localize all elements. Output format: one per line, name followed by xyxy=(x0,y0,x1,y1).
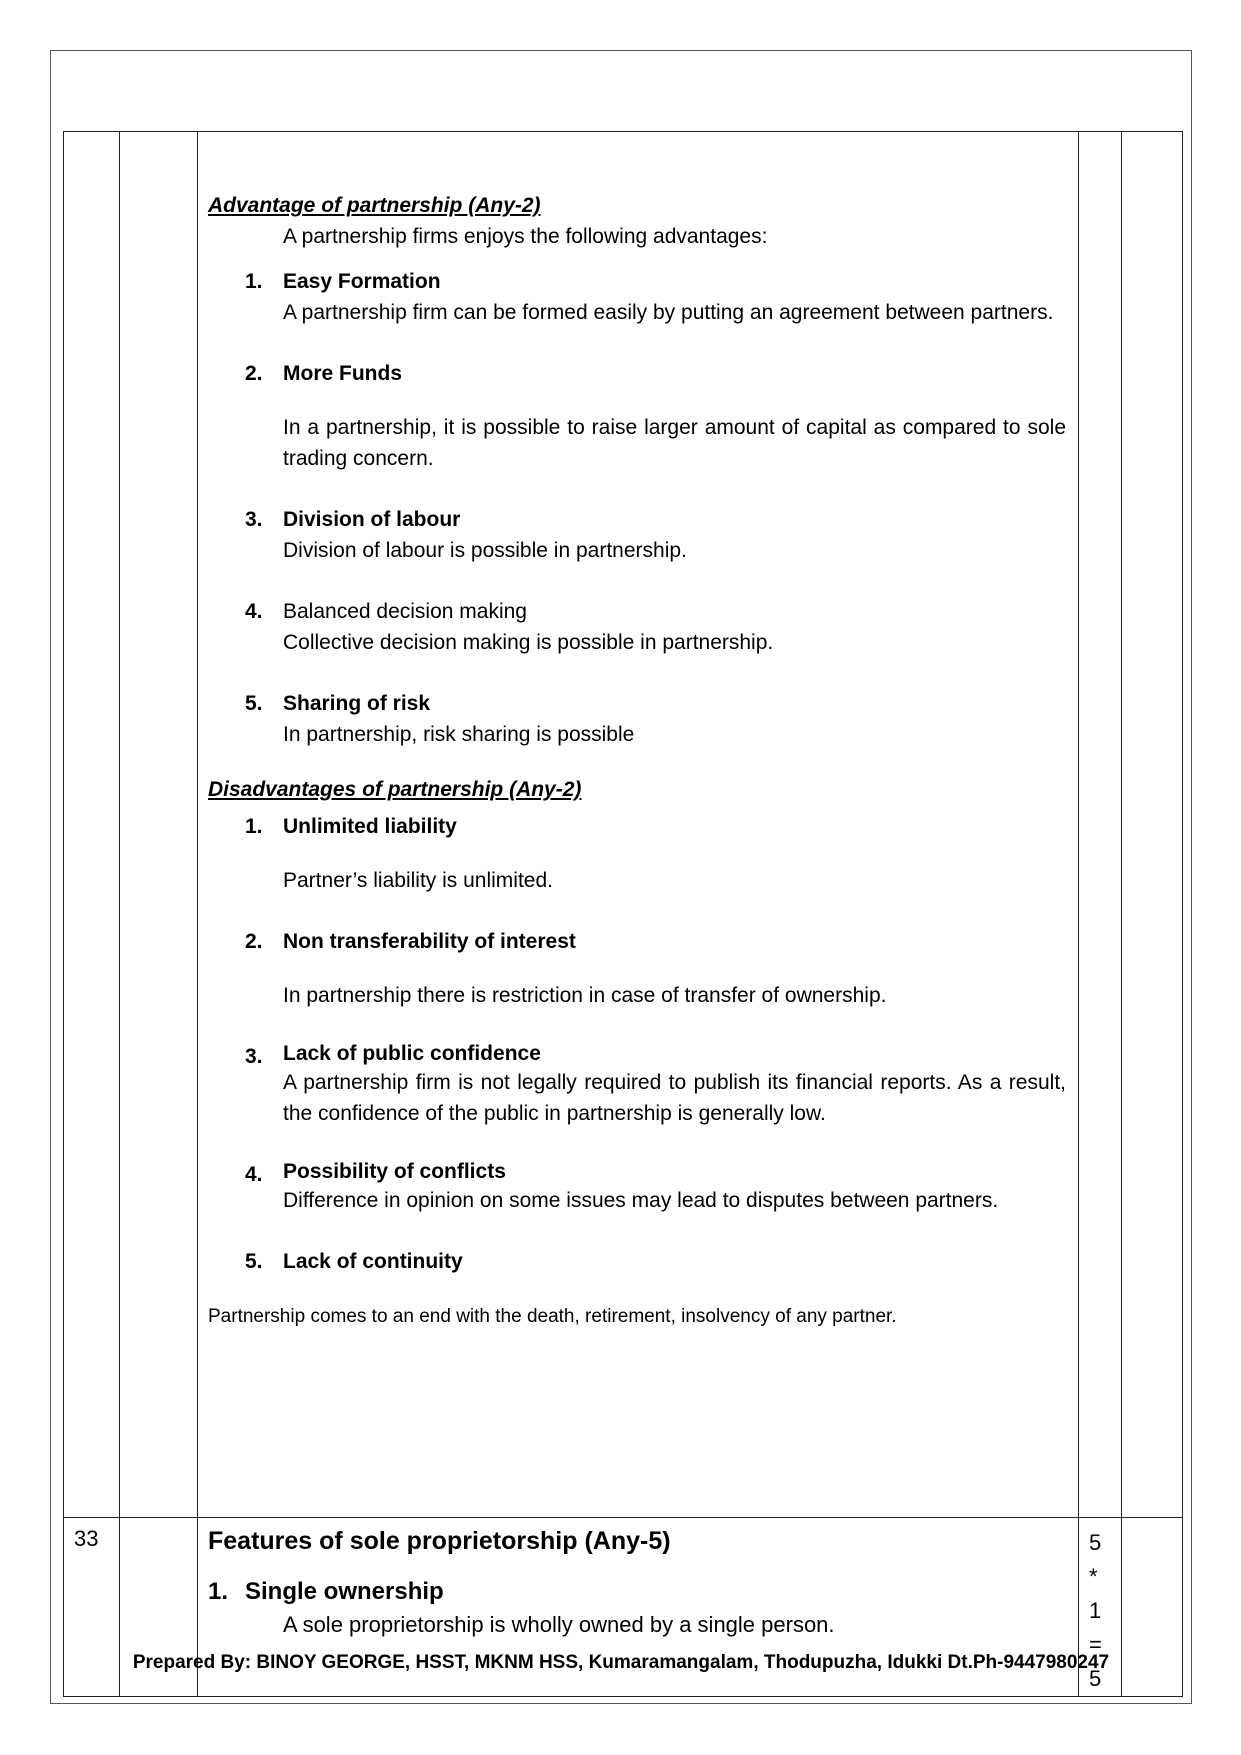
item-number: 1. xyxy=(245,815,263,838)
point-heading xyxy=(208,1576,1066,1608)
item-number: 2. xyxy=(245,930,263,953)
item-number: 2. xyxy=(245,362,263,385)
mark-line: 5 xyxy=(1089,1666,1102,1691)
list-item xyxy=(208,596,1066,658)
item-title: Unlimited liability xyxy=(283,815,457,838)
item-number: 4. xyxy=(245,600,263,623)
qno-cell xyxy=(64,132,120,1518)
list-item xyxy=(208,266,1066,328)
point-title: Single ownership xyxy=(245,1578,444,1605)
item-number: 3. xyxy=(245,1045,263,1068)
list-item xyxy=(208,1159,1066,1216)
point-text: A sole proprietorship is wholly owned by a single person. xyxy=(283,1612,835,1637)
item-title: Lack of public confidence xyxy=(283,1042,541,1065)
question-number: 33 xyxy=(64,1518,120,1697)
answer-body xyxy=(198,132,1079,1518)
list-item xyxy=(208,358,1066,474)
list-item xyxy=(208,1041,1066,1129)
advantages-intro: A partnership firms enjoys the following advantages: xyxy=(283,225,768,248)
mark-line: 5 xyxy=(1089,1530,1102,1555)
mark-line: = xyxy=(1089,1632,1102,1657)
disadvantages-heading: Disadvantages of partnership (Any-2) xyxy=(208,778,582,801)
advantages-list xyxy=(208,266,1066,750)
item-text: In partnership, risk sharing is possible xyxy=(283,723,635,746)
item-text: In partnership there is restriction in case of transfer of ownership. xyxy=(283,984,887,1007)
item-title: Sharing of risk xyxy=(283,692,431,715)
list-item xyxy=(208,1246,1066,1277)
item-text: Division of labour is possible in partnership. xyxy=(283,539,687,562)
sub-cell xyxy=(120,132,198,1518)
mark-cell xyxy=(1079,132,1122,1518)
item-text: Partner’s liability is unlimited. xyxy=(283,869,553,892)
mark-line: * xyxy=(1089,1564,1098,1589)
item-title: More Funds xyxy=(283,362,402,385)
list-item xyxy=(208,688,1066,750)
question-title: Features of sole proprietorship (Any-5) xyxy=(208,1527,671,1555)
mark-line: 1 xyxy=(1089,1598,1102,1623)
answer-row-partnership xyxy=(64,132,1183,1518)
list-item xyxy=(208,811,1066,896)
item-text: Difference in opinion on some issues may lead to disputes between partners. xyxy=(283,1189,999,1212)
item-title: Possibility of conflicts xyxy=(283,1160,506,1183)
list-item xyxy=(208,926,1066,1011)
point-number: 1. xyxy=(208,1578,229,1605)
list-item xyxy=(208,504,1066,566)
item-title: Easy Formation xyxy=(283,270,441,293)
item-text: A partnership firm can be formed easily by putting an agreement between partners. xyxy=(283,301,1054,324)
item-text: Collective decision making is possible in partnership. xyxy=(283,631,774,654)
footer-credit: Prepared By: BINOY GEORGE, HSST, MKNM HSS, Kumaramangalam, Thodupuzha, Idukki Dt.Ph-9447980247 xyxy=(132,1652,1110,1673)
extra-cell xyxy=(1122,132,1183,1518)
item-title: Division of labour xyxy=(283,508,461,531)
item-title: Lack of continuity xyxy=(283,1250,463,1273)
item-number: 4. xyxy=(245,1163,263,1186)
item-text: A partnership firm is not legally required to publish its financial reports. As a result, the confidence of the public in partnership is generally low. xyxy=(283,1071,1066,1125)
item-number: 5. xyxy=(245,1250,263,1273)
closing-note: Partnership comes to an end with the death, retirement, insolvency of any partner. xyxy=(208,1306,897,1327)
item-title: Balanced decision making xyxy=(283,600,527,623)
item-number: 3. xyxy=(245,508,263,531)
item-number: 5. xyxy=(245,692,263,715)
item-title: Non transferability of interest xyxy=(283,930,576,953)
item-number: 1. xyxy=(245,270,263,293)
item-text: In a partnership, it is possible to raise larger amount of capital as compared to sole trading concern. xyxy=(283,416,1066,470)
answer-table xyxy=(63,131,1183,1697)
disadvantages-list xyxy=(208,811,1066,1277)
advantages-heading: Advantage of partnership (Any-2) xyxy=(208,194,541,217)
